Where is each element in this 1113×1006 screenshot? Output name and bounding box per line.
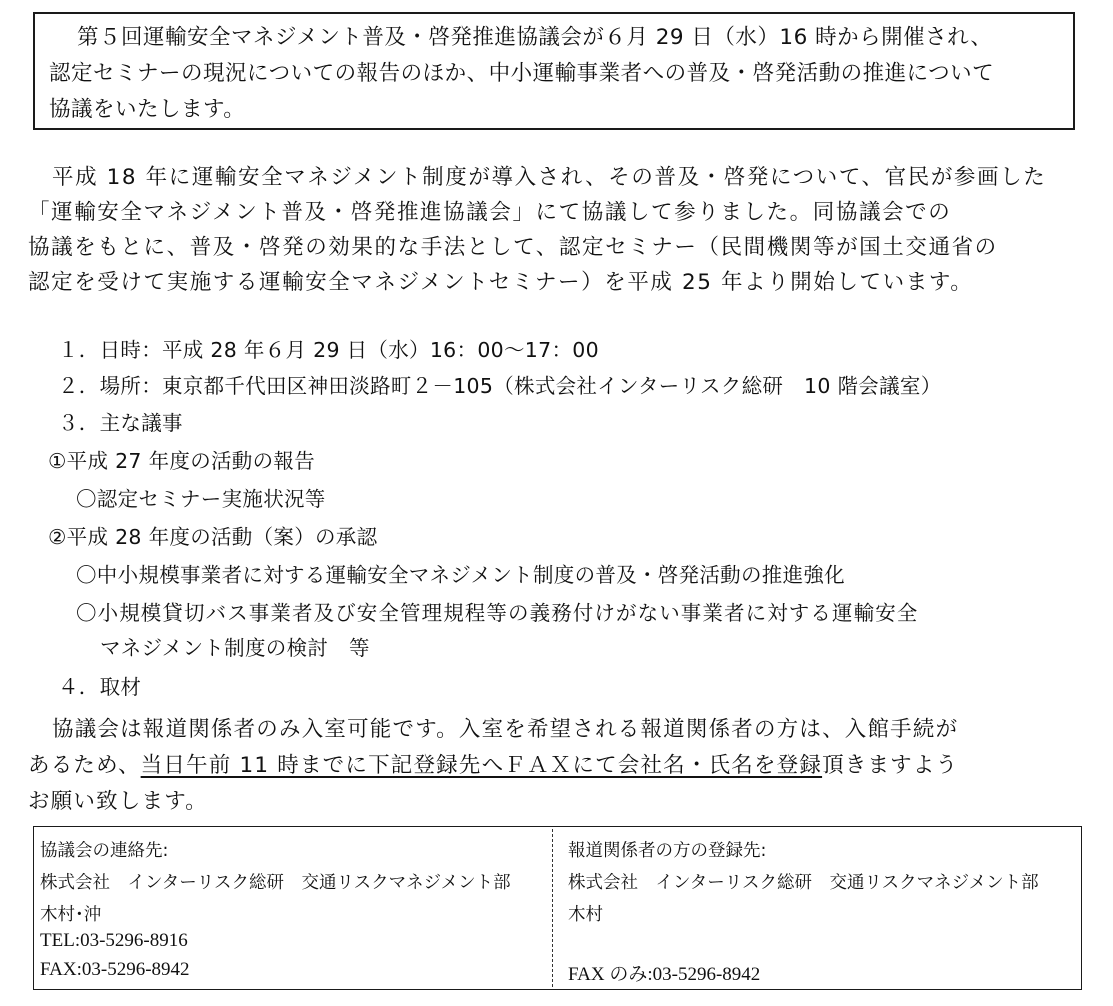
coverage-line-1: 協議会は報道関係者のみ入室可能です。入室を希望される報道関係者の方は、入館手続が bbox=[52, 717, 959, 742]
contact-table bbox=[33, 826, 1082, 990]
coverage-line-2: あるため、当日午前 11 時までに下記登録先へＦＡＸにて会社名・氏名を登録頂きますよう bbox=[28, 753, 959, 778]
summary-box bbox=[33, 12, 1075, 130]
council-contact-org: 株式会社 インターリスク総研 交通リスクマネジメント部 bbox=[40, 873, 511, 893]
council-contact-names: 木村･沖 bbox=[40, 905, 102, 925]
intro-line-3: 協議をもとに、普及・啓発の効果的な手法として、認定セミナー（民間機関等が国土交通省の bbox=[28, 235, 998, 260]
item-agenda-heading: ３．主な議事 bbox=[58, 411, 183, 435]
agenda-item-1-sub-1: 〇認定セミナー実施状況等 bbox=[76, 487, 326, 511]
coverage-underlined-instruction: 当日午前 11 時までに下記登録先へＦＡＸにて会社名・氏名を登録 bbox=[140, 753, 823, 778]
column-divider bbox=[552, 829, 553, 987]
intro-line-1: 平成 18 年に運輸安全マネジメント制度が導入され、その普及・啓発について、官民が参画した bbox=[52, 165, 1047, 190]
agenda-item-1: ①平成 27 年度の活動の報告 bbox=[48, 449, 315, 473]
council-contact bbox=[40, 827, 552, 989]
item-place: ２．場所：東京都千代田区神田淡路町２－105（株式会社インターリスク総研 10 階会議室） bbox=[58, 374, 942, 398]
intro-line-2: 「運輸安全マネジメント普及・啓発推進協議会」にて協議して参りました。同協議会での bbox=[28, 200, 952, 225]
summary-line-3: 協議をいたします。 bbox=[49, 97, 246, 122]
agenda-item-2-sub-1: 〇中小規模事業者に対する運輸安全マネジメント制度の普及・啓発活動の推進強化 bbox=[76, 563, 845, 587]
press-registration-org: 株式会社 インターリスク総研 交通リスクマネジメント部 bbox=[568, 873, 1039, 893]
council-contact-heading: 協議会の連絡先: bbox=[40, 841, 169, 861]
item-coverage-heading: ４．取材 bbox=[58, 675, 142, 699]
council-contact-fax: FAX:03-5296-8942 bbox=[40, 959, 190, 980]
agenda-item-2: ②平成 28 年度の活動（案）の承認 bbox=[48, 525, 378, 549]
coverage-paragraph bbox=[28, 712, 1092, 820]
press-registration-fax: FAX のみ:03-5296-8942 bbox=[568, 964, 761, 985]
intro-paragraph bbox=[28, 160, 1092, 300]
council-contact-tel: TEL:03-5296-8916 bbox=[40, 930, 188, 951]
agenda-item-2-sub-2-line-1: 〇小規模貸切バス事業者及び安全管理規程等の義務付けがない事業者に対する運輸安全 bbox=[76, 601, 919, 625]
summary-line-2: 認定セミナーの現況についての報告のほか、中小運輸事業者への普及・啓発活動の推進について bbox=[49, 61, 995, 86]
intro-line-4: 認定を受けて実施する運輸安全マネジメントセミナー）を平成 25 年より開始しています。 bbox=[28, 270, 974, 295]
press-registration-contact bbox=[568, 827, 1068, 989]
coverage-line-3: お願い致します。 bbox=[28, 789, 208, 814]
agenda-item-2-sub-2-line-2: マネジメント制度の検討 等 bbox=[100, 636, 370, 660]
summary-line-1: 第５回運輸安全マネジメント普及・啓発推進協議会が６月 29 日（水）16 時から開催され、 bbox=[77, 25, 993, 50]
item-datetime: １．日時：平成 28 年６月 29 日（水）16：00～17：00 bbox=[58, 338, 599, 362]
press-registration-heading: 報道関係者の方の登録先: bbox=[568, 841, 767, 861]
press-registration-names: 木村 bbox=[568, 905, 603, 925]
